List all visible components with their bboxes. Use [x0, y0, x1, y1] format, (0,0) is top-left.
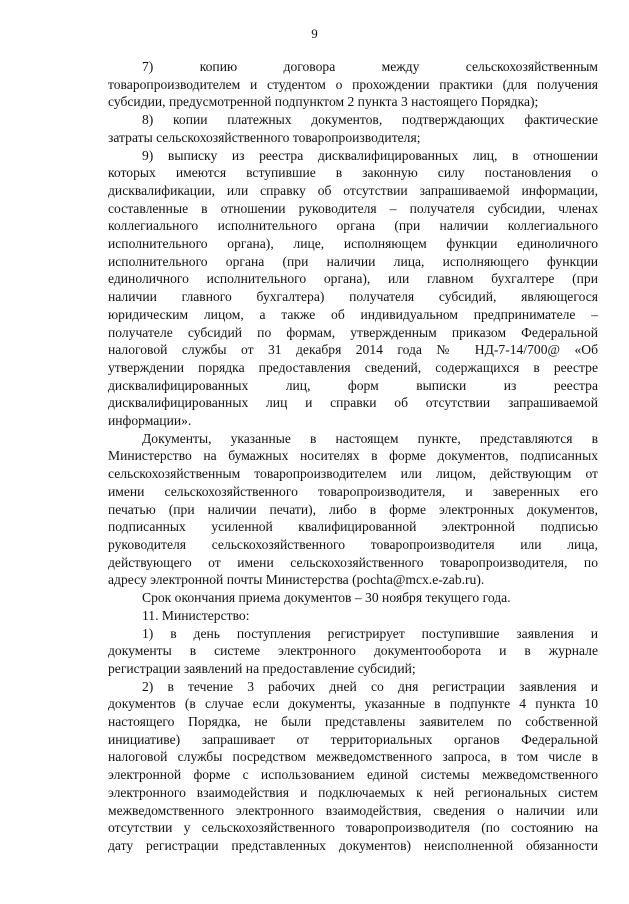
text-line: коллегиального исполнительного органа (при наличии коллегиального: [108, 218, 598, 234]
text-line: утверждении порядка предоставления сведений, содержащихся в реестре: [108, 359, 598, 375]
text-line: подписанных усиленной квалифицированной электронной подписью: [108, 519, 598, 535]
text-line: электронной форме с использованием единой системы межведомственного: [108, 767, 598, 783]
text-line: затраты сельскохозяйственного товаропроизводителя;: [108, 129, 421, 145]
text-line: Документы, указанные в настоящем пункте, представляются в: [142, 430, 598, 446]
text-line: налоговой службы от 31 декабря 2014 года № НД-7-14/700@ «Об: [108, 342, 598, 358]
page-number: 9: [311, 26, 318, 41]
text-line: составленные в отношении руководителя – получателя субсидии, членах: [108, 200, 598, 216]
text-line: 8) копии платежных документов, подтверждающих фактические: [142, 112, 598, 128]
text-line: отсутствии у сельскохозяйственного товаропроизводителя (по состоянию на: [108, 820, 598, 836]
text-line: наличии главного бухгалтера) получателя субсидий, являющегося: [108, 289, 598, 305]
text-line: имени сельскохозяйственного товаропроизводителя, и заверенных его: [108, 483, 598, 499]
text-line: исполнительного органа), лице, исполняющем функции единоличного: [108, 236, 598, 252]
text-line: сельскохозяйственным товаропроизводителем или лицом, действующим от: [108, 466, 598, 482]
text-line: регистрации заявлений на предоставление субсидий;: [108, 660, 416, 676]
text-line: товаропроизводителем и студентом о прохождении практики (для получения: [108, 76, 598, 92]
text-line: Срок окончания приема документов – 30 ноября текущего года.: [142, 590, 511, 606]
text-line: инициативе) запрашивает от территориальных органов Федеральной: [108, 731, 598, 747]
text-line: Министерство на бумажных носителях в форме документов, подписанных: [108, 448, 598, 464]
text-line: печатью (при наличии печати), либо в форме электронных документов,: [108, 501, 598, 517]
text-line: действующего от имени сельскохозяйственного товаропроизводителя, по: [108, 554, 598, 570]
text-line: 1) в день поступления регистрирует поступившие заявления и: [142, 625, 598, 641]
text-line: субсидии, предусмотренной подпунктом 2 пункта 3 настоящего Порядка);: [108, 94, 539, 110]
text-line: электронного взаимодействия и подключаемых к ней региональных систем: [108, 784, 598, 800]
text-line: налоговой службы посредством межведомственного запроса, в том числе в: [108, 749, 598, 765]
text-line: дисквалификации, или справку об отсутствии запрашиваемой информации,: [108, 182, 598, 198]
text-line: 11. Министерство:: [142, 607, 250, 623]
text-line: исполнительного органа (при наличии лица, исполняющего функции: [108, 253, 598, 269]
text-line: информации».: [108, 413, 192, 429]
text-line: дату регистрации представленных документов) неисполненной обязанности: [108, 837, 598, 853]
text-line: единоличного исполнительного органа), или главном бухгалтере (при: [108, 271, 598, 287]
text-line: межведомственного электронного взаимодействия, сведения о наличии или: [108, 802, 598, 818]
text-line: 9) выписку из реестра дисквалифицированных лиц, в отношении: [142, 147, 598, 163]
text-line: юридическим лицом, а также об индивидуальном предпринимателе –: [108, 306, 598, 322]
text-line: получателе субсидий по формам, утвержденным приказом Федеральной: [108, 324, 598, 340]
text-line: 2) в течение 3 рабочих дней со дня регистрации заявления и: [142, 678, 598, 694]
text-line: адресу электронной почты Министерства (pochta@mcx.e-zab.ru).: [108, 572, 485, 588]
text-line: документы в системе электронного документооборота и в журнале: [108, 643, 598, 659]
text-line: которых имеются вступившие в законную силу постановления о: [108, 165, 598, 181]
document-body: [108, 58, 598, 855]
text-line: настоящего Порядка, не были представлены заявителем по собственной: [108, 714, 598, 730]
text-line: руководителя сельскохозяйственного товаропроизводителя или лица,: [108, 536, 598, 552]
text-line: дисквалифицированных лиц, форм выписки из реестра: [108, 377, 598, 393]
text-line: дисквалифицированных лиц и справки об отсутствии запрашиваемой: [108, 395, 598, 411]
text-line: 7) копию договора между сельскохозяйственным: [142, 59, 598, 74]
text-line: документов (в случае если документы, указанные в подпункте 4 пункта 10: [108, 696, 598, 712]
